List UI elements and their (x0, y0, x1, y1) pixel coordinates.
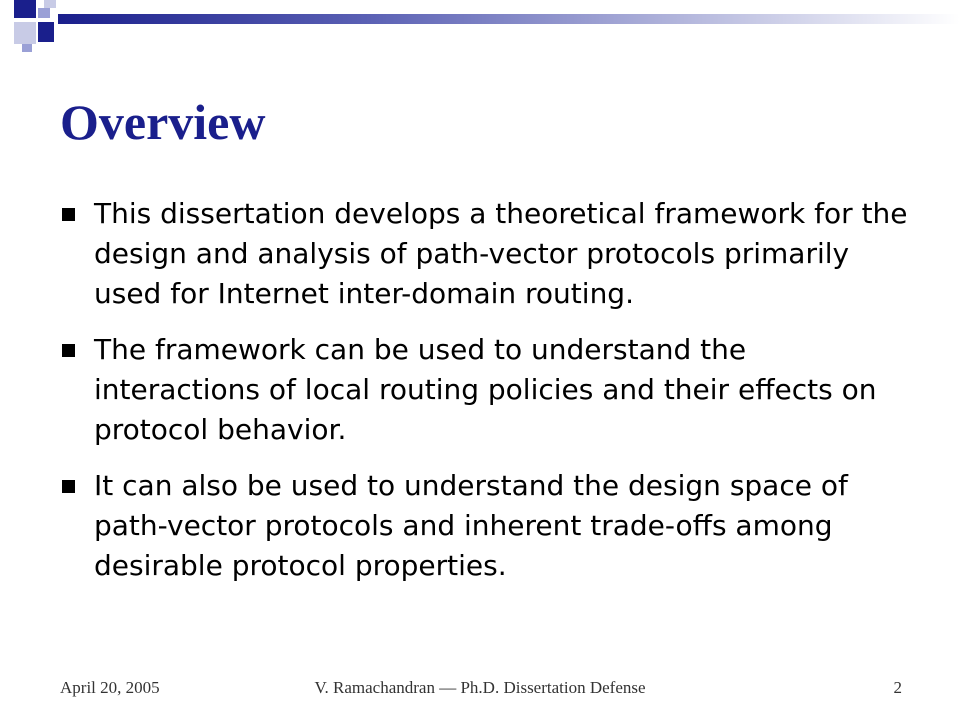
decorative-square (38, 8, 50, 18)
footer-date: April 20, 2005 (60, 678, 160, 697)
decorative-square (14, 0, 36, 18)
decorative-square (22, 44, 32, 52)
decorative-square (14, 22, 36, 44)
bullet-list (60, 194, 910, 602)
footer-presenter: V. Ramachandran — Ph.D. Dissertation Defense (314, 678, 646, 697)
slide-title: Overview (60, 94, 266, 150)
square-bullet-icon (62, 208, 75, 221)
square-bullet-icon (62, 480, 75, 493)
header-gradient-bar (58, 14, 960, 24)
bullet-text: It can also be used to understand the design space of path-vector protocols and inherent trade-offs among desirable protocol properties. (94, 469, 848, 582)
square-bullet-icon (62, 344, 75, 357)
decorative-square (38, 22, 54, 42)
bullet-text: The framework can be used to understand the interactions of local routing policies and their effects on protocol behavior. (94, 333, 877, 446)
bullet-item (60, 466, 910, 586)
bullet-item (60, 194, 910, 314)
bullet-item (60, 330, 910, 450)
bullet-text: This dissertation develops a theoretical framework for the design and analysis of path-vector protocols primarily used for Internet inter-domain routing. (94, 197, 908, 310)
footer-page-number: 2 (893, 678, 902, 697)
decorative-square (44, 0, 56, 8)
